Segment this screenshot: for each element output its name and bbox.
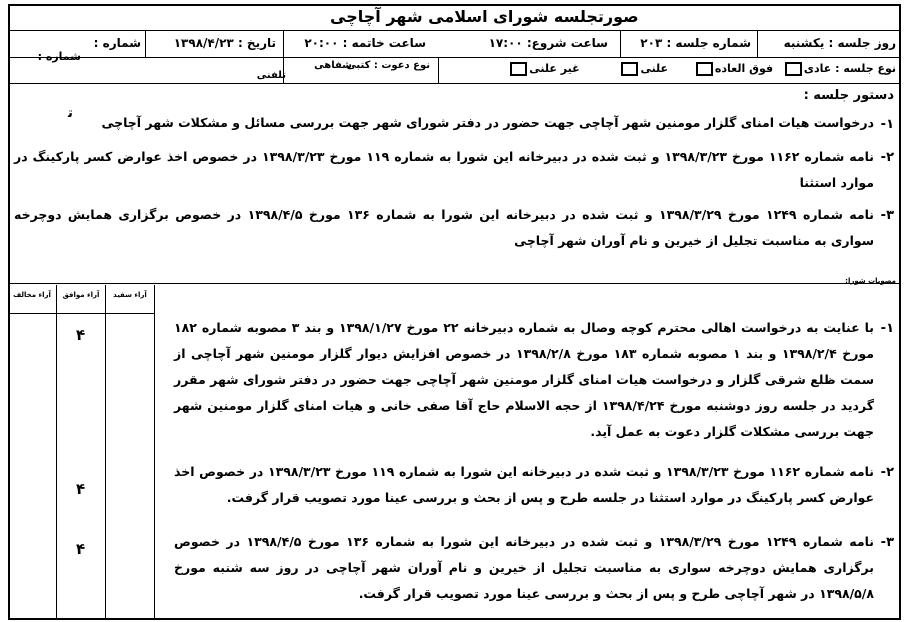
invite-type: نوع دعوت : کتبی	[346, 60, 430, 71]
agenda-title: دستور جلسه :	[803, 88, 894, 103]
resolution-item: نامه شماره ۱۲۴۹ مورخ ۱۳۹۸/۳/۲۹ و ثبت شده در دبیرخانه این شورا به شماره ۱۳۶ مورخ ۱۳۹۸/۴/۵ در خصوص برگزاری همایش دوچرخه سواری به مناسبت تجلیل از خیرین و نام آوران شهر آچاچی در روز سه شنبه مورخ ۱۳۹۸/۵/۸ در شهر آچاچی طرح و پس از بحث و بررسی عینا مورد تصویب قرار گرفت.	[174, 534, 874, 601]
favor-votes: ۴	[76, 480, 86, 498]
divider	[154, 285, 155, 620]
checkbox-icon[interactable]	[510, 62, 527, 76]
checkbox-icon[interactable]	[785, 62, 802, 76]
column-header-blank-votes: آراء سفید	[113, 291, 147, 299]
resolution-number: ۳-	[880, 535, 894, 550]
page-title: صورتجلسه شورای اسلامی شهر آچاچی	[330, 7, 639, 26]
divider	[620, 30, 621, 57]
number-label: شماره :	[93, 36, 141, 50]
session-type-extraordinary: فوق العاده	[714, 62, 774, 75]
session-type-label	[508, 62, 896, 76]
resolution-number: ۱-	[880, 321, 894, 336]
number-label-2: شماره :	[37, 50, 81, 63]
end-time: ساعت خاتمه : ۲۰:۰۰	[304, 36, 426, 50]
agenda-item-number: ۳-	[880, 208, 894, 223]
favor-votes: ۴	[76, 540, 86, 558]
checkbox-icon[interactable]	[696, 62, 713, 76]
divider	[757, 30, 758, 57]
divider	[145, 30, 146, 57]
favor-votes: ۴	[76, 326, 86, 344]
invite-phone: تلفنی	[256, 70, 286, 81]
resolution-number: ۲-	[880, 465, 894, 480]
document-frame	[8, 4, 901, 620]
meeting-number: شماره جلسه : ۲۰۳	[640, 36, 751, 50]
resolutions-title: مصوبات شورا:	[845, 277, 896, 285]
agenda-item-number: ۲-	[880, 150, 894, 165]
start-time: ساعت شروع: ۱۷:۰۰	[488, 36, 608, 50]
session-type-public: علنی	[640, 62, 669, 75]
invite-oral: شفاهی	[314, 60, 352, 71]
column-header-against-votes: آراء مخالف	[13, 291, 51, 299]
divider	[56, 285, 57, 620]
divider	[8, 57, 901, 58]
divider	[105, 285, 106, 620]
divider	[8, 83, 901, 84]
handwritten-mark: ﺗ	[68, 106, 73, 121]
divider	[8, 30, 901, 31]
divider	[8, 283, 901, 284]
checkbox-icon[interactable]	[621, 62, 638, 76]
meeting-date: تاریخ : ۱۳۹۸/۴/۲۳	[173, 36, 276, 50]
agenda-item: نامه شماره ۱۲۴۹ مورخ ۱۳۹۸/۳/۲۹ و ثبت شده در دبیرخانه این شورا به شماره ۱۳۶ مورخ ۱۳۹۸/۴/۵ در خصوص برگزاری همایش دوچرخه سواری به مناسبت تجلیل از خیرین و نام آوران شهر آچاچی	[14, 207, 874, 248]
session-type-regular: نوع جلسه : عادی	[803, 62, 896, 75]
resolution-item: نامه شماره ۱۱۶۲ مورخ ۱۳۹۸/۳/۲۳ و ثبت شده در دبیرخانه این شورا به شماره ۱۱۹ مورخ ۱۳۹۸/۳/۲۳ در خصوص اخذ عوارض کسر پارکینگ در موارد استثنا در جلسه طرح و پس از بحث و بررسی عینا مورد تصویب قرار گرفت.	[174, 464, 874, 505]
divider	[438, 57, 439, 83]
agenda-item: درخواست هیات امنای گلزار مومنین شهر آچاچی جهت حضور در دفتر شورای شهر جهت بررسی مسائل و مشکلات شهر آچاچی	[101, 115, 874, 130]
session-type-private: غیر علنی	[529, 62, 580, 75]
meeting-day: روز جلسه : یکشنبه	[783, 36, 896, 50]
resolution-item: با عنایت به درخواست اهالی محترم کوچه وصال به شماره دبیرخانه ۲۲ مورخ ۱۳۹۸/۱/۲۷ و بند ۳ مصوبه شماره ۱۸۲ مورخ ۱۳۹۸/۲/۴ و بند ۱ مصوبه شماره ۱۸۳ مورخ ۱۳۹۸/۲/۸ در خصوص افزایش دیوار گلزار مومنین شهر آچاچی از سمت ظلع شرقی گلزار و درخواست هیات امنای گلزار مومنین شهر آچاچی جهت حضور در دفتر شورای شهر مقرر گردید در جلسه روز دوشنبه مورخ ۱۳۹۸/۴/۲۴ از حجه الاسلام حاج آقا صفی خانی و هیات امنای گلزار مومنین شهر جهت بررسی مشکلات گلزار دعوت به عمل آید.	[174, 320, 874, 439]
column-header-favor-votes: آراء موافق	[62, 291, 100, 299]
agenda-item: نامه شماره ۱۱۶۲ مورخ ۱۳۹۸/۳/۲۳ و ثبت شده در دبیرخانه این شورا به شماره ۱۱۹ مورخ ۱۳۹۸/۳/۲۳ در خصوص اخذ عوارض کسر پارکینگ در موارد استثنا	[14, 149, 874, 190]
agenda-item-number: ۱-	[880, 117, 894, 132]
divider	[8, 313, 154, 314]
